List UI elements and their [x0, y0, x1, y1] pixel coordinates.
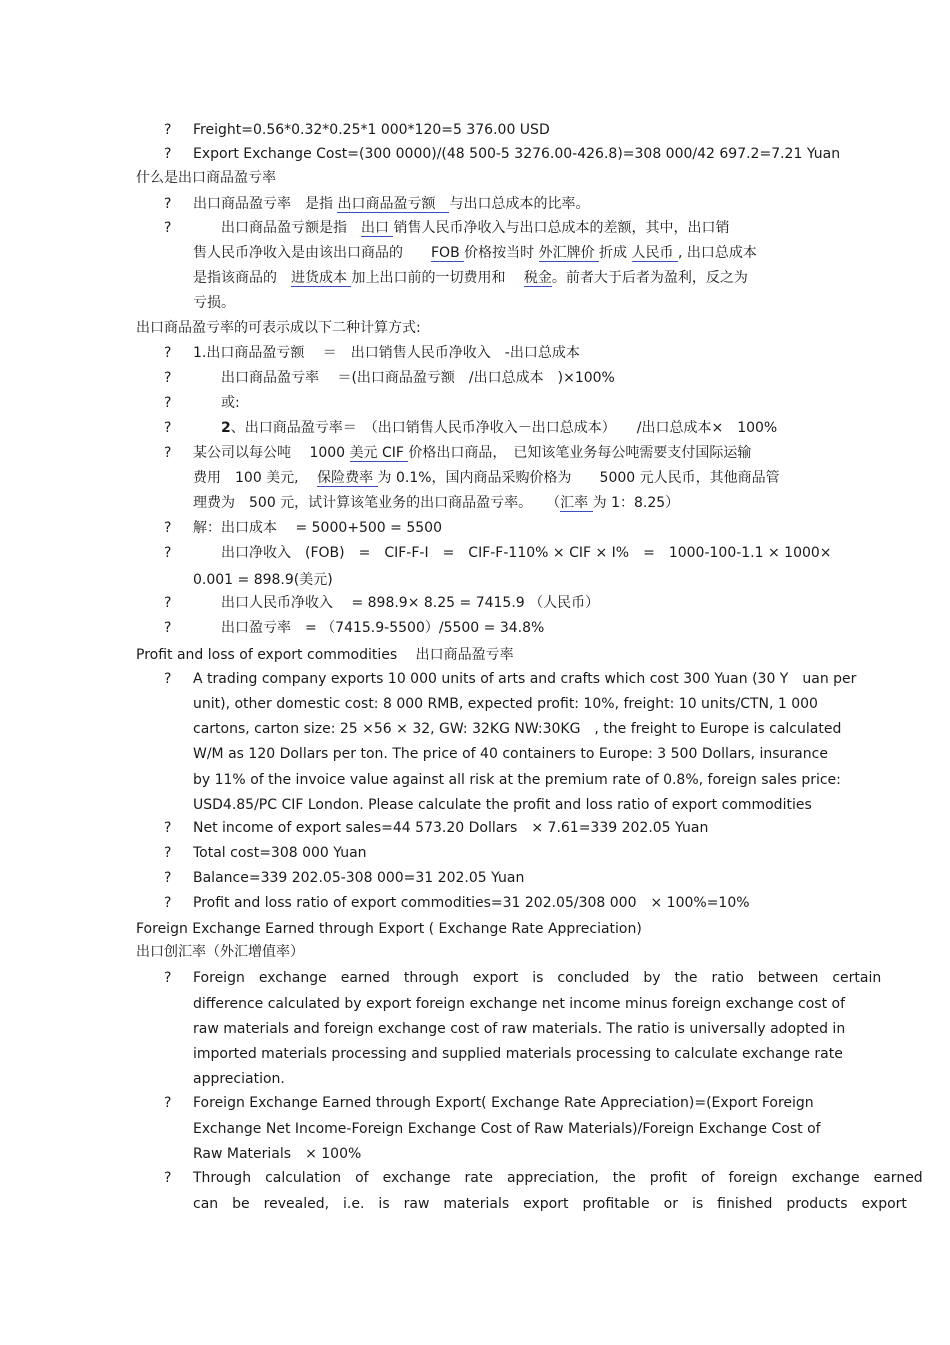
result-balance: Balance=339 202.05-308 000=31 202.05 Yuan	[193, 870, 525, 886]
problem-line: A trading company exports 10 000 units of arts and crafts which cost 300 Yuan (30 Y uan per	[193, 671, 857, 687]
solution-net-income-cont: 0.001 = 898.9(美元)	[193, 572, 333, 588]
solution-rmb-income: 出口人民币净收入 = 898.9× 8.25 = 7415.9 （人民币）	[193, 595, 600, 611]
problem-line: W/M as 120 Dollars per ton. The price of 40 containers to Europe: 3 500 Dollars, insurance	[193, 746, 828, 762]
formula-2: 2、出口商品盈亏率＝ （出口销售人民币净收入－出口总成本） /出口总成本× 100%	[193, 420, 778, 436]
solution-cost: 解：出口成本 = 5000+500 = 5500	[193, 520, 442, 536]
heading-fx-earned-en: Foreign Exchange Earned through Export ( Exchange Rate Appreciation)	[136, 921, 642, 937]
fx-formula-line: Foreign Exchange Earned through Export( Exchange Rate Appreciation)=(Export Foreign	[193, 1095, 814, 1111]
paragraph-line: 是指该商品的 进货成本 加上出口前的一切费用和 税金。前者大于后者为盈利，反之为	[193, 270, 748, 286]
definition-line: 出口商品盈亏率 是指 出口商品盈亏额 与出口总成本的比率。	[193, 196, 590, 212]
result-ratio: Profit and loss ratio of export commodities=31 202.05/308 000 × 100%=10%	[193, 895, 750, 911]
result-net-income: Net income of export sales=44 573.20 Dollars × 7.61=339 202.05 Yuan	[193, 820, 709, 836]
bullet: ?	[164, 146, 172, 162]
formula-1b: 出口商品盈亏率 ＝(出口商品盈亏额 /出口总成本 )×100%	[193, 370, 615, 386]
bullet: ?	[164, 595, 172, 611]
formula-or: 或:	[193, 395, 240, 411]
example-line: 理费为 500 元，试计算该笔业务的出口商品盈亏率。 （汇率 为 1：8.25）	[193, 495, 680, 511]
term-underlined: 外汇牌价	[538, 245, 600, 261]
freight-line: Freight=0.56*0.32*0.25*1 000*120=5 376.00 USD	[193, 122, 550, 138]
fx-paragraph-line: appreciation.	[193, 1071, 285, 1087]
bullet: ?	[164, 1170, 172, 1186]
solution-ratio: 出口盈亏率 = （7415.9-5500）/5500 = 34.8%	[193, 620, 545, 636]
bullet: ?	[164, 545, 172, 561]
problem-line: unit), other domestic cost: 8 000 RMB, expected profit: 10%, freight: 10 units/CTN, 1 000	[193, 696, 818, 712]
paragraph-line: 出口商品盈亏额是指 出口 销售人民币净收入与出口总成本的差额，其中，出口销	[193, 220, 730, 236]
term-underlined: 进货成本	[291, 270, 352, 286]
fx-paragraph-line: imported materials processing and supplied materials processing to calculate exchange rate	[193, 1046, 843, 1062]
fx-paragraph-line: difference calculated by export foreign exchange net income minus foreign exchange cost of	[193, 996, 846, 1012]
bullet: ?	[164, 220, 172, 236]
term-underlined: 出口商品盈亏额	[337, 196, 450, 212]
bullet: ?	[164, 345, 172, 361]
heading-what-is-profit-loss-rate: 什么是出口商品盈亏率	[136, 170, 276, 186]
paragraph-line: 亏损。	[193, 295, 235, 311]
problem-line: cartons, carton size: 25 ×56 × 32, GW: 32KG NW:30KG , the freight to Europe is calculated	[193, 721, 842, 737]
problem-line: USD4.85/PC CIF London. Please calculate the profit and loss ratio of export commodities	[193, 797, 812, 813]
problem-line: by 11% of the invoice value against all risk at the premium rate of 0.8%, foreign sales price:	[193, 772, 841, 788]
heading-calculation-methods: 出口商品盈亏率的可表示成以下二种计算方式:	[136, 320, 421, 336]
heading-profit-loss-en: Profit and loss of export commodities 出口商品盈亏率	[136, 647, 514, 663]
bullet: ?	[164, 122, 172, 138]
fx-explanation-line: can be revealed, i.e. is raw materials export profitable or is finished products export	[193, 1196, 907, 1212]
bullet: ?	[164, 895, 172, 911]
bullet: ?	[164, 520, 172, 536]
fx-formula-line: Raw Materials × 100%	[193, 1146, 362, 1162]
term-underlined: 美元 CIF	[349, 445, 409, 461]
bullet: ?	[164, 395, 172, 411]
solution-net-income: 出口净收入 (FOB) = CIF-F-I = CIF-F-110% × CIF × I% = 1000-100-1.1 × 1000×	[193, 545, 832, 561]
term-underlined: 汇率	[560, 495, 593, 511]
fx-paragraph-line: Foreign exchange earned through export is concluded by the ratio between certain	[193, 970, 882, 986]
bullet: ?	[164, 420, 172, 436]
bullet: ?	[164, 370, 172, 386]
export-exchange-cost-line: Export Exchange Cost=(300 0000)/(48 500-5 3276.00-426.8)=308 000/42 697.2=7.21 Yuan	[193, 146, 841, 162]
term-underlined: 保险费率	[317, 470, 378, 486]
term-underlined: FOB	[431, 245, 465, 261]
paragraph-line: 售人民币净收入是由该出口商品的 FOB 价格按当时 外汇牌价 折成 人民币 , 出口总成本	[193, 245, 757, 261]
bullet: ?	[164, 620, 172, 636]
bullet: ?	[164, 820, 172, 836]
heading-fx-earned-cn: 出口创汇率（外汇增值率）	[136, 944, 304, 960]
bullet: ?	[164, 196, 172, 212]
fx-explanation-line: Through calculation of exchange rate appreciation, the profit of foreign exchange earned	[193, 1170, 923, 1186]
formula-1: 1.出口商品盈亏额 ＝ 出口销售人民币净收入 -出口总成本	[193, 345, 580, 361]
bullet: ?	[164, 970, 172, 986]
example-line: 费用 100 美元, 保险费率 为 0.1%，国内商品采购价格为 5000 元人民币，其他商品管	[193, 470, 780, 486]
example-line: 某公司以每公吨 1000 美元 CIF 价格出口商品， 已知该笔业务每公吨需要支付国际运输	[193, 445, 752, 461]
bullet: ?	[164, 1095, 172, 1111]
bullet: ?	[164, 845, 172, 861]
bullet: ?	[164, 445, 172, 461]
result-total-cost: Total cost=308 000 Yuan	[193, 845, 367, 861]
fx-formula-line: Exchange Net Income-Foreign Exchange Cost of Raw Materials)/Foreign Exchange Cost of	[193, 1121, 821, 1137]
fx-paragraph-line: raw materials and foreign exchange cost of raw materials. The ratio is universally adopted in	[193, 1021, 846, 1037]
bullet: ?	[164, 870, 172, 886]
term-underlined: 人民币	[631, 245, 678, 261]
term-underlined: 出口	[361, 220, 394, 236]
bullet: ?	[164, 671, 172, 687]
term-underlined: 税金	[523, 270, 552, 286]
